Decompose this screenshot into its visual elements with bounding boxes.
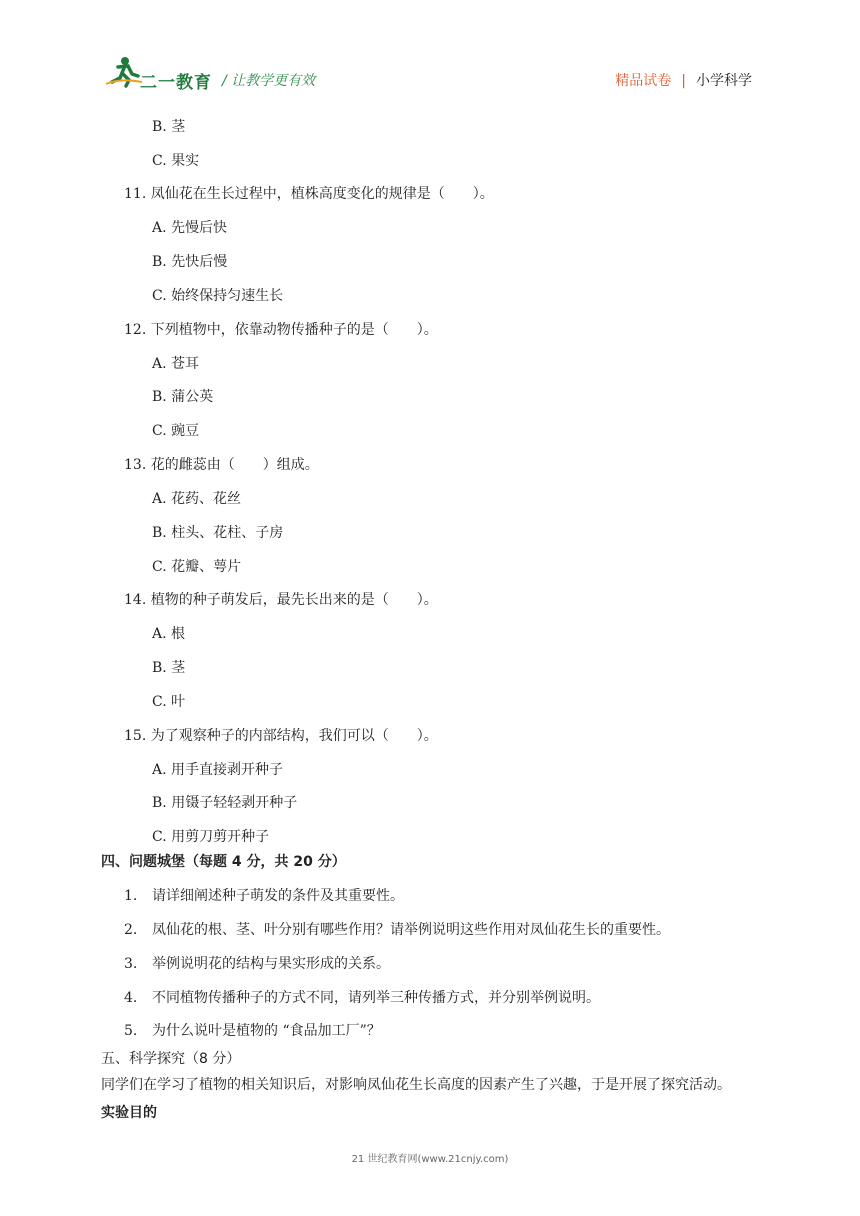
answer-option: A. 苍耳 xyxy=(152,356,200,372)
open-question xyxy=(124,1020,381,1040)
answer-option: B. 柱头、花柱、子房 xyxy=(152,525,284,541)
answer-option: B. 茎 xyxy=(152,660,186,676)
section-five-title: 五、科学探究（8 分） xyxy=(101,1051,241,1067)
answer-option: A. 用手直接剥开种子 xyxy=(152,762,284,778)
header-label-premium: 精品试卷 xyxy=(615,73,672,89)
logo-text: 二一教育 xyxy=(140,73,212,93)
logo xyxy=(104,54,234,93)
question-stem: 15. 为了观察种子的内部结构，我们可以（ ）。 xyxy=(124,728,438,744)
section-five-paragraph: 同学们在学习了植物的相关知识后，对影响凤仙花生长高度的因素产生了兴趣，于是开展了探究活动。 xyxy=(101,1077,731,1093)
header-separator: | xyxy=(681,73,686,89)
open-question xyxy=(124,987,600,1007)
open-question-number: 2. xyxy=(124,922,138,938)
open-question xyxy=(124,953,390,973)
open-question xyxy=(124,885,404,905)
answer-option: C. 花瓣、萼片 xyxy=(152,559,242,575)
page-footer: 21 世纪教育网(www.21cnjy.com) xyxy=(351,1154,509,1165)
answer-option: C. 叶 xyxy=(152,694,186,710)
page-header xyxy=(0,0,860,100)
question-stem: 14. 植物的种子萌发后，最先长出来的是（ ）。 xyxy=(124,592,438,608)
answer-option: A. 先慢后快 xyxy=(152,220,228,236)
runner-logo-icon xyxy=(104,54,144,88)
slogan: / 让教学更有效 xyxy=(222,73,316,89)
header-label-subject: 小学科学 xyxy=(696,73,752,89)
answer-option: B. 先快后慢 xyxy=(152,254,228,270)
answer-option: A. 花药、花丝 xyxy=(152,491,242,507)
answer-option: B. 用镊子轻轻剥开种子 xyxy=(152,795,298,811)
header-labels xyxy=(615,70,752,90)
open-question xyxy=(124,919,670,939)
answer-option: C. 果实 xyxy=(152,153,200,169)
section-five-subheading: 实验目的 xyxy=(101,1105,157,1121)
question-stem: 13. 花的雌蕊由（ ）组成。 xyxy=(124,457,319,473)
answer-option: C. 始终保持匀速生长 xyxy=(152,288,284,304)
open-question-number: 4. xyxy=(124,990,138,1006)
open-question-text: 为什么说叶是植物的 “食品加工厂”？ xyxy=(152,1023,381,1039)
answer-option: A. 根 xyxy=(152,626,186,642)
question-stem: 11. 凤仙花在生长过程中，植株高度变化的规律是（ ）。 xyxy=(124,186,494,202)
open-question-text: 不同植物传播种子的方式不同，请列举三种传播方式，并分别举例说明。 xyxy=(152,990,600,1006)
open-question-text: 请详细阐述种子萌发的条件及其重要性。 xyxy=(152,888,404,904)
open-question-number: 1. xyxy=(124,888,138,904)
open-question-number: 3. xyxy=(124,956,138,972)
open-question-text: 举例说明花的结构与果实形成的关系。 xyxy=(152,956,390,972)
answer-option: B. 茎 xyxy=(152,119,186,135)
answer-option: C. 用剪刀剪开种子 xyxy=(152,829,270,845)
section-four-title: 四、问题城堡（每题 4 分，共 20 分） xyxy=(101,854,346,870)
question-stem: 12. 下列植物中，依靠动物传播种子的是（ ）。 xyxy=(124,322,438,338)
answer-option: C. 豌豆 xyxy=(152,423,200,439)
open-question-number: 5. xyxy=(124,1023,138,1039)
open-question-text: 凤仙花的根、茎、叶分别有哪些作用？请举例说明这些作用对凤仙花生长的重要性。 xyxy=(152,922,670,938)
answer-option: B. 蒲公英 xyxy=(152,389,214,405)
